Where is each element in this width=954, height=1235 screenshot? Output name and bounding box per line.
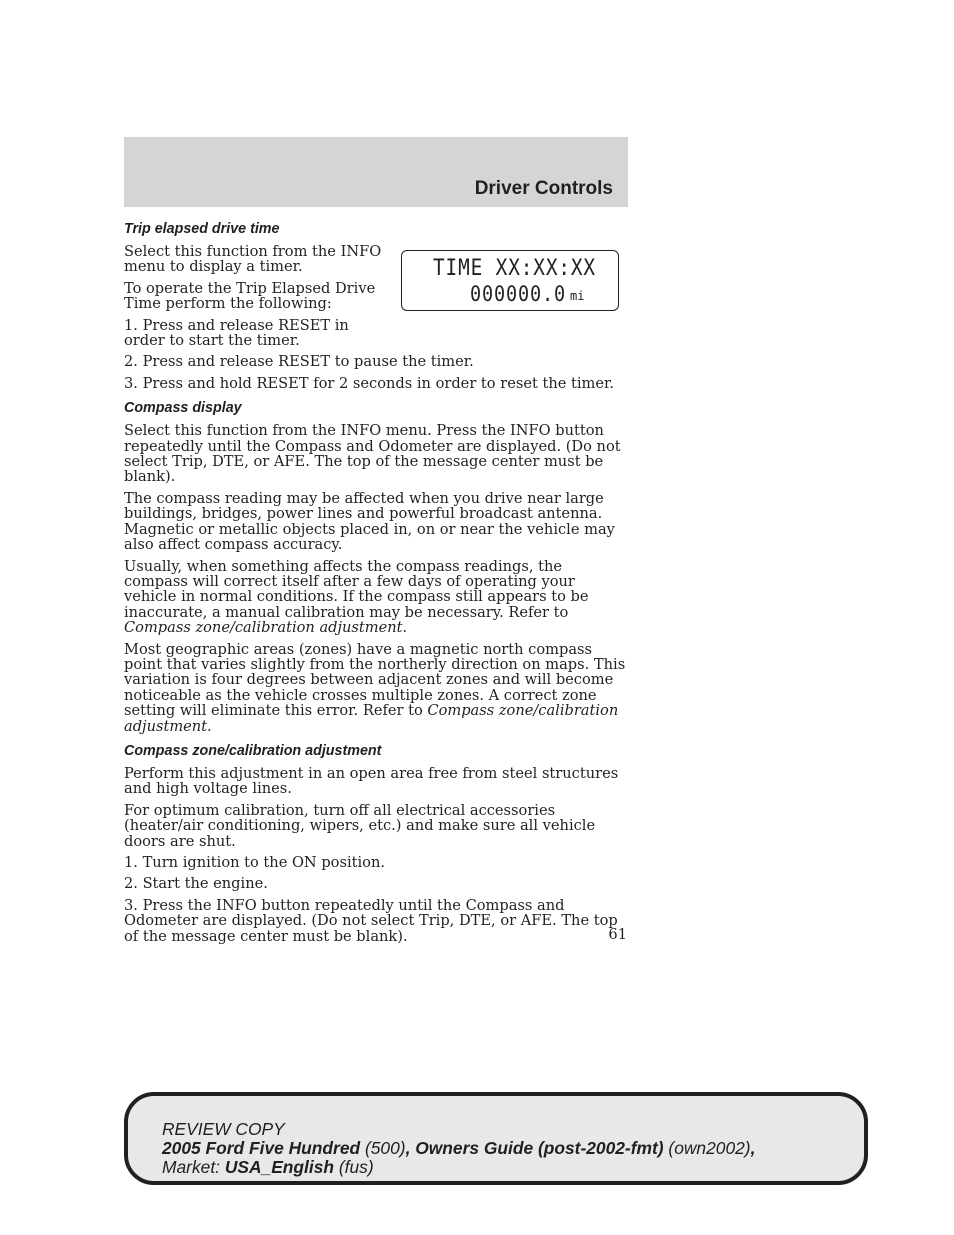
paragraph: The compass reading may be affected when you drive near large buildings, bridges, power lines and powerful broadcast antenna. Magnetic or metallic objects placed in, on or near the vehicle may also affect compass accuracy. — [124, 489, 615, 554]
subheading-compass-display: Compass display — [124, 400, 242, 417]
paragraph: For optimum calibration, turn off all electrical accessories (heater/air conditioning, wipers, etc.) and make sure all vehicle doors are shut. — [124, 801, 596, 850]
list-item: 1. Press and release RESET in order to start the timer. — [124, 316, 349, 350]
section-compass-calibration — [124, 742, 628, 944]
display-unit: mi — [570, 289, 585, 303]
list-item: 3. Press and hold RESET for 2 seconds in order to reset the timer. — [124, 374, 615, 392]
paragraph-text: . — [402, 619, 408, 637]
section-compass-display — [124, 399, 628, 734]
subheading-trip-elapsed: Trip elapsed drive time — [124, 221, 280, 237]
footer-market-code: (fus) — [338, 1157, 374, 1177]
review-copy-label: REVIEW COPY — [162, 1119, 285, 1139]
footer-text — [162, 1120, 755, 1177]
list-item: 3. Press the INFO button repeatedly until the Compass and Odometer are displayed. (Do not select Trip, DTE, or AFE. The top of the message center must be blank). — [124, 896, 618, 945]
paragraph: To operate the Trip Elapsed Drive Time perform the following: — [124, 279, 376, 313]
paragraph-text: Most geographic areas (zones) have a magnetic north compass point that varies slightly from the northerly direction on maps. This variation is four degrees between adjacent zones and will become noticeable as the vehicle crosses multiple zones. A correct zone setting will eliminate this error. Refer to — [124, 640, 626, 720]
paragraph-text: Usually, when something affects the compass readings, the compass will correct itself after a few days of operating your vehicle in normal conditions. If the compass still appears to be inaccurate, a manual calibration may be necessary. Refer to — [124, 557, 589, 621]
paragraph: Select this function from the INFO menu. Press the INFO button repeatedly until the Compass and Odometer are displayed. (Do not select Trip, DTE, or AFE. The top of the message center must be blank). — [124, 422, 621, 486]
subheading-compass-calibration: Compass zone/calibration adjustment — [124, 742, 382, 759]
paragraph: Perform this adjustment in an open area free from steel structures and high voltage lines. — [124, 764, 619, 798]
paragraph — [124, 559, 628, 636]
cross-reference: Compass zone/calibration adjustment. — [124, 702, 619, 735]
footer-model-code: (500) — [364, 1138, 406, 1158]
page-number: 61 — [608, 926, 627, 943]
footer-market: USA_English — [224, 1157, 335, 1177]
list-item: 1. Turn ignition to the ON position. — [124, 854, 385, 871]
cross-reference: Compass zone/calibration adjustment — [124, 619, 403, 637]
page-content — [124, 220, 628, 950]
header-band — [124, 137, 628, 207]
footer-model: 2005 Ford Five Hundred — [162, 1138, 361, 1158]
display-timer-readout: TIME XX:XX:XX — [433, 256, 596, 281]
footer-guide-code: (own2002) — [668, 1138, 751, 1158]
paragraph: Select this function from the INFO menu to display a timer. — [124, 243, 382, 276]
list-item: 2. Start the engine. — [124, 875, 268, 893]
footer-comma: , — [750, 1138, 756, 1158]
display-odometer-readout: 000000.0 — [470, 282, 567, 306]
section-title: Driver Controls — [474, 178, 613, 199]
section-trip-elapsed — [124, 220, 628, 391]
footer-market-line — [162, 1158, 755, 1177]
footer-market-label: Market: — [162, 1157, 225, 1177]
review-footer — [124, 1092, 868, 1185]
list-item: 2. Press and release RESET to pause the timer. — [124, 353, 474, 371]
footer-document-line — [162, 1139, 755, 1158]
footer-guide: , Owners Guide (post-2002-fmt) — [405, 1138, 664, 1158]
paragraph — [124, 642, 628, 734]
